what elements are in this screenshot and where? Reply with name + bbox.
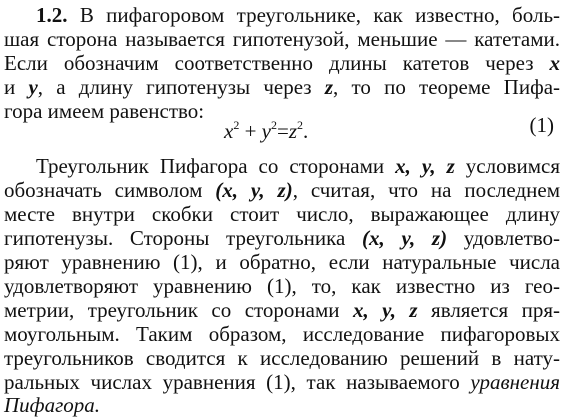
para1-line3: Если обозначим соответственно длины катетов через x (4, 51, 560, 75)
para1-line1: 1.2. В пифагоровом треугольнике, как известно, боль- (36, 3, 561, 27)
pythagorean-equation: $x^2 + y^2=z^2$. (224, 118, 309, 143)
para1-line5: гора имеем равенство: (4, 99, 205, 123)
term-pythagoras-equation: уравнения (470, 370, 560, 394)
para1-line4: и y, а длину гипотенузы через z, то по теореме Пифа- (4, 75, 561, 99)
equation-number: (1) (529, 113, 554, 137)
para2-line10: ральных числах уравнения (1), так называемого уравнения (4, 370, 560, 394)
para2-line3: месте внутри скобки стоит число, выражающее длину (4, 202, 560, 226)
para2-line1: Треугольник Пифагора со сторонами x, y, z условимся (36, 154, 561, 178)
equation-row (4, 111, 560, 143)
para2-line11 (4, 393, 560, 417)
para2-line5: ряют уравнению (1), и обратно, если натуральные числа (4, 250, 560, 274)
para1-line2: шая сторона называется гипотенузой, меньшие — катетами. (4, 27, 560, 51)
section-number: 1.2. (36, 3, 68, 27)
para2-line9: треугольников сводится к исследованию решений в нату- (4, 346, 560, 370)
para2-line6: удовлетворяют уравнению (1), то, как известно из гео- (4, 274, 560, 298)
term-pythagoras: Пифагора. (4, 393, 101, 417)
para2-line7: метрии, треугольник со сторонами x, y, z является пря- (4, 298, 561, 322)
para2-line8: моугольным. Таким образом, исследование пифагоровых (4, 322, 560, 346)
para2-line4: гипотенузы. Стороны треугольника (x, y, z) удовлетво- (4, 226, 561, 250)
para2-line2: обозначать символом (x, y, z), считая, что на последнем (4, 178, 560, 202)
